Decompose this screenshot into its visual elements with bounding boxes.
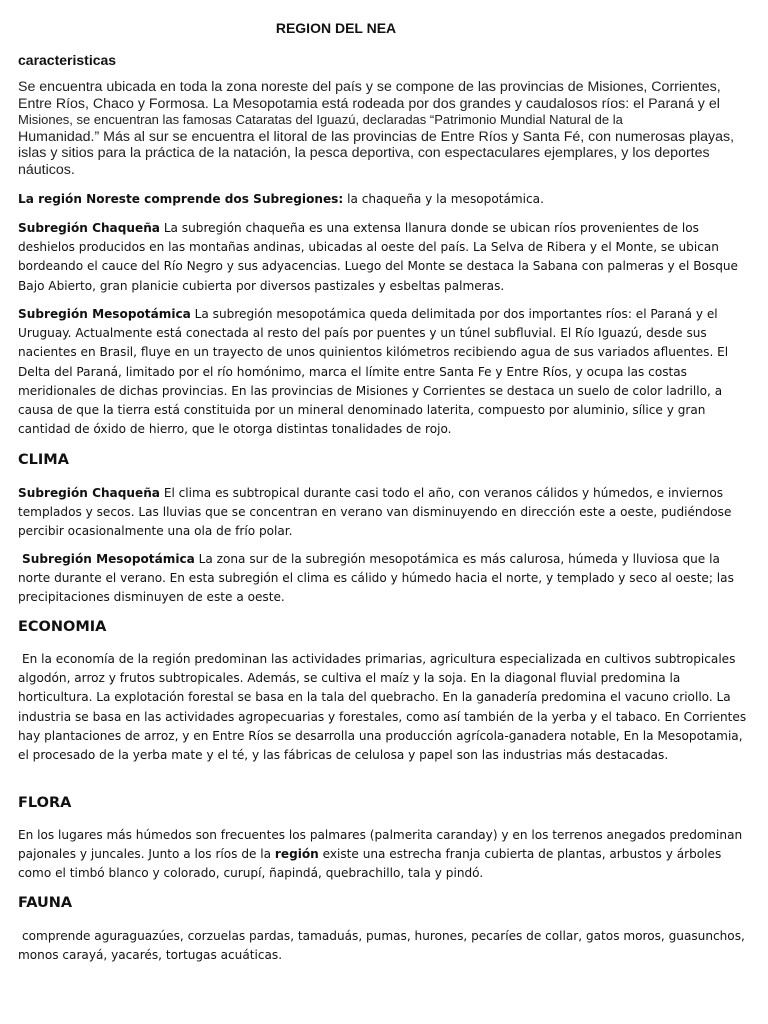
economia-heading: ECONOMIA — [18, 619, 107, 635]
clima-heading: CLIMA — [18, 452, 69, 468]
economia-paragraph: En la economía de la región predominan las actividades primarias, agricultura especializada en cultivos subtropicales algodón, arroz y frutos subtropicales. Además, se cultiva el maíz y la soja. En la diagonal fluvial predomina la horticultura. La explotación forestal se basa en la tala del quebracho. En la ganadería predomina el vacuno criollo. La industria se basa en las actividades agropecuarias y forestales, como así también de la yerba y el tabaco. En Corrientes hay plantaciones de arroz, y en Entre Ríos se desarrolla una producción agrícola-ganadera notable, En la Mesopotamia, el procesado de la yerba mate y el té, y las fábricas de celulosa y papel son las industrias más destacadas. — [18, 652, 747, 763]
fauna-heading: FAUNA — [18, 895, 73, 911]
intro-paragraph: Se encuentra ubicada en toda la zona noreste del país y se compone de las provincias de Misiones, Corrientes, Entre Ríos, Chaco y Formosa. La Mesopotamia está rodeada por dos grandes y caudalosos ríos: el Paraná y el Misiones, se encuentran las famosas Cataratas del Iguazú, declaradas “Patrimonio Mundial Natural de la Humanidad.” Más al sur se encuentra el litoral de las provincias de Entre Ríos y Santa Fé, con numerosas playas, islas y sitios para la práctica de la natación, la pesca deportiva, con espectaculares ejemplares, y los deportes náuticos. — [18, 79, 735, 178]
clima-chaquena-paragraph: Subregión Chaqueña El clima es subtropical durante casi todo el año, con veranos cálidos y húmedos, e inviernos templados y secos. Las lluvias que se concentran en verano van disminuyendo en dirección este a oeste, pudiéndose percibir ocasionalmente una ola de frío polar. — [18, 486, 732, 539]
flora-paragraph: En los lugares más húmedos son frecuentes los palmares (palmerita caranday) y en los terrenos anegados predominan pajonales y juncales. Junto a los ríos de la región existe una estrecha franja cubierta de plantas, arbustos y árboles como el timbó blanco y colorado, curupí, ñapindá, quebrachillo, tala y pindó. — [18, 828, 743, 881]
chaquena-paragraph: Subregión Chaqueña La subregión chaqueña es una extensa llanura donde se ubican ríos provenientes de los deshielos producidos en las montañas andinas, ubicadas al oeste del país. La Selva de Ribera y el Monte, se ubican bordeando el cauce del Río Negro y sus adyacencias. Luego del Monte se destaca la Sabana con palmeras y el Bosque Bajo Abierto, gran planicie cubierta por diversos pastizales y esbeltas palmeras. — [18, 221, 738, 293]
flora-heading: FLORA — [18, 795, 72, 811]
document-title: REGION DEL NEA — [275, 20, 397, 36]
section-heading-caracteristicas: caracteristicas — [18, 52, 117, 68]
clima-mesopotamica-paragraph: Subregión Mesopotámica La zona sur de la subregión mesopotámica es más calurosa, húmeda y lluviosa que la norte durante el verano. En esta subregión el clima es cálido y húmedo hacia el norte, y templado y seco al oeste; las precipitaciones disminuyen de este a oeste. — [18, 552, 734, 605]
mesopotamica-paragraph: Subregión Mesopotámica La subregión mesopotámica queda delimitada por dos importantes ríos: el Paraná y el Uruguay. Actualmente está conectada al resto del país por puentes y un túnel subfluvial. El Río Iguazú, desde sus nacientes en Brasil, fluye en un trayecto de unos quinientos kilómetros recibiendo agua de sus variados afluentes. El Delta del Paraná, limitado por el río homónimo, marca el límite entre Santa Fe y Entre Ríos, y ocupa las costas meridionales de dichas provincias. En las provincias de Misiones y Corrientes se destaca un suelo de color ladrillo, a causa de que la tierra está constituida por un mineral denominado laterita, compuesto por aluminio, sílice y gran cantidad de óxido de hierro, que le otorga distintas tonalidades de rojo. — [18, 307, 729, 437]
subregions-paragraph: La región Noreste comprende dos Subregiones: la chaqueña y la mesopotámica. — [18, 192, 544, 206]
fauna-paragraph: comprende aguraguazúes, corzuelas pardas, tamaduás, pumas, hurones, pecaríes de collar, gatos moros, guasunchos, monos carayá, yacarés, tortugas acuáticas. — [18, 929, 745, 963]
